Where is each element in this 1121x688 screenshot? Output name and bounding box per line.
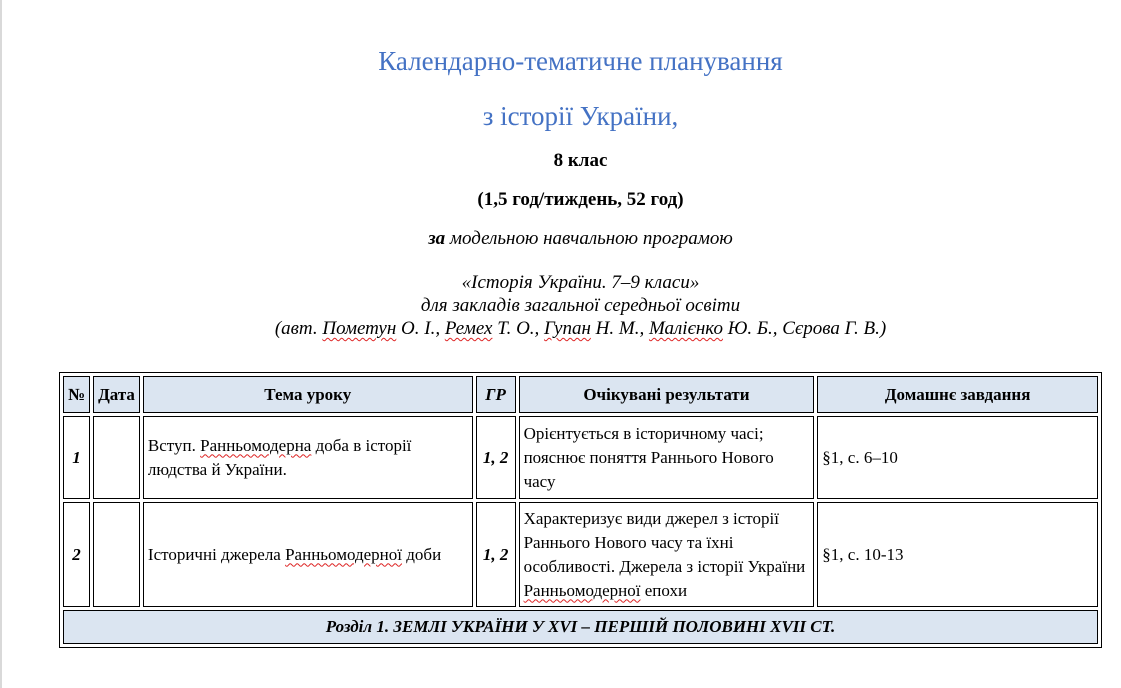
lesson-plan-table — [59, 372, 1102, 648]
table-row — [63, 416, 1098, 499]
document-title: Календарно-тематичне планування — [378, 46, 783, 76]
cell-topic — [143, 502, 473, 607]
school-line: для закладів загальної середньої освіти — [420, 295, 741, 316]
program-prefix: за — [428, 228, 446, 249]
section-title: Розділ 1. ЗЕМЛІ УКРАЇНИ У XVI – ПЕРШІЙ ПОЛОВИНІ XVII СТ. — [63, 610, 1098, 644]
topic-flagged-word: Ранньомодерна — [200, 435, 312, 455]
topic-text: доби — [402, 544, 442, 564]
col-header-date: Дата — [93, 376, 140, 413]
table-header-row — [63, 376, 1098, 413]
author-surname: Малієнко — [648, 318, 723, 339]
author-initials: О. І., — [396, 318, 445, 339]
col-header-homework: Домашнє завдання — [817, 376, 1098, 413]
cell-number: 2 — [63, 502, 90, 607]
results-text: епохи — [640, 580, 688, 600]
topic-flagged-word: Ранньомодерної — [285, 544, 403, 564]
results-text: Характеризує види джерел з історії Раннього Нового часу та їхні особливості. Джерела з історії України — [523, 508, 806, 576]
author-initials: Н. М., — [590, 318, 649, 339]
topic-text: доба в історії людства й України. — [147, 435, 412, 479]
author-initials: Т. О., — [492, 318, 545, 339]
cell-topic — [143, 416, 473, 499]
col-header-results: Очікувані результати — [519, 376, 815, 413]
author-surname: Гупан — [544, 318, 591, 339]
program-text: модельною навчальною програмою — [445, 228, 733, 249]
cell-results — [519, 502, 815, 607]
author-surname: Пометун — [322, 318, 397, 339]
cell-number: 1 — [63, 416, 90, 499]
table-row — [63, 502, 1098, 607]
grade-line: 8 клас — [553, 150, 608, 171]
section-row — [63, 610, 1098, 644]
col-header-number: № — [63, 376, 90, 413]
hours-line: (1,5 год/тиждень, 52 год) — [477, 189, 684, 210]
cell-date[interactable] — [93, 416, 140, 499]
cell-gr: 1, 2 — [476, 502, 516, 607]
results-flagged-word: Ранньомодерної — [523, 580, 641, 600]
program-line — [0, 228, 1121, 250]
col-header-gr: ГР — [476, 376, 516, 413]
document-subtitle: з історії України, — [482, 101, 679, 131]
author-surname: Ремех — [444, 318, 493, 339]
authors-line — [0, 318, 1121, 340]
cell-homework: §1, с. 10-13 — [817, 502, 1098, 607]
authors-open: (авт. — [274, 318, 323, 339]
cell-gr: 1, 2 — [476, 416, 516, 499]
topic-text: Вступ. — [147, 435, 201, 455]
cell-homework: §1, с. 6–10 — [817, 416, 1098, 499]
author-initials: Ю. Б., Сєрова Г. В.) — [722, 318, 887, 339]
cell-results: Орієнтується в історичному часі; пояснює поняття Раннього Нового часу — [519, 416, 815, 499]
topic-text: Історичні джерела — [147, 544, 286, 564]
course-name: «Історія України. 7–9 класи» — [461, 272, 700, 293]
col-header-topic: Тема уроку — [143, 376, 473, 413]
cell-date[interactable] — [93, 502, 140, 607]
